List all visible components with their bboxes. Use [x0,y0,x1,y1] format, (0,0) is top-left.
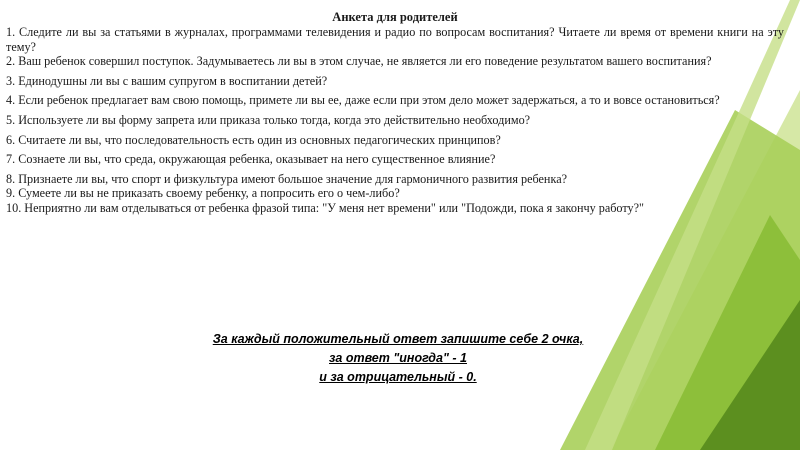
question-3: 3. Единодушны ли вы с вашим супругом в воспитании детей? [6,73,328,88]
scoring-line-negative: и за отрицательный - 0. [319,370,477,384]
scoring-line-sometimes: за ответ "иногда" - 1 [329,351,467,365]
scoring-line-positive: За каждый положительный ответ запишите себе 2 очка, [212,332,584,346]
question-5: 5. Используете ли вы форму запрета или приказа только тогда, когда это действительно необходимо? [6,112,531,127]
question-4: 4. Если ребенок предлагает вам свою помощь, примете ли вы ее, даже если при этом дело может задержаться, а то и вовсе остановиться? [6,93,720,108]
question-10: 10. Неприятно ли вам отделываться от ребенка фразой типа: "У меня нет времени" или "Подожди, пока я закончу работу?" [6,200,645,215]
question-9: 9. Сумеете ли вы не приказать своему ребенку, а попросить его о чем-либо? [6,186,400,201]
question-7: 7. Сознаете ли вы, что среда, окружающая ребенка, оказывает на него существенное влияние? [6,152,496,167]
document-title: Анкета для родителей [332,10,458,24]
questionnaire-document [6,10,784,216]
question-2: 2. Ваш ребенок совершил поступок. Задумываетесь ли вы в этом случае, не является ли его поведение результатом вашего воспитания? [6,54,712,69]
question-1: 1. Следите ли вы за статьями в журналах, программами телевидения и радио по вопросам воспитания? Читаете ли время от времени книги на эту тему? [6,25,784,54]
question-6: 6. Считаете ли вы, что последовательность есть один из основных педагогических принципов? [6,132,501,147]
question-8: 8. Признаете ли вы, что спорт и физкультура имеют большое значение для гармоничного развития ребенка? [6,171,568,186]
